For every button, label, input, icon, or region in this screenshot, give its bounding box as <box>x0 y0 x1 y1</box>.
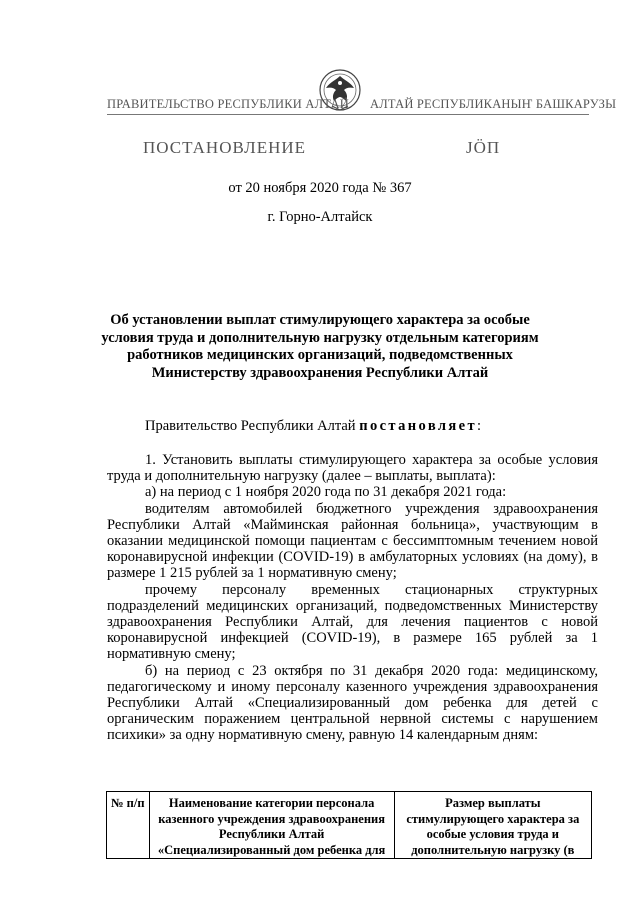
paragraph: прочему персоналу временных стационарных структурных подразделений медицинских организаций, подведомственных Министерству здравоохранения Республики Алтай, для лечения пациентов с новой коронавирусной инфекцией (COVID-19), в размере 165 рублей за 1 нормативную смену; <box>107 581 598 663</box>
paragraph: б) на период с 23 октября по 31 декабря 2020 года: медицинскому, педагогическому и иному персоналу казенного учреждения здравоохранения Республики Алтай «Специализированный дом ребенка для детей с органическим поражением центральной нервной системы с нарушением психики» за одну нормативную смену, равную 14 календарным дням: <box>107 662 598 744</box>
intro-keyword: постановляет <box>359 418 477 434</box>
intro-suffix: : <box>477 418 482 434</box>
header-divider <box>107 114 589 115</box>
intro-line <box>145 418 481 435</box>
government-name-altai: АЛТАЙ РЕСПУБЛИКАНЫҤ БАШКАРУЗЫ <box>370 97 617 111</box>
paragraph: а) на период с 1 ноября 2020 года по 31 декабря 2021 года: <box>145 484 507 501</box>
table-header-amount: Размер выплаты стимулирующего характера за особые условия труда и дополнительную нагрузку (в <box>394 792 591 859</box>
government-name-russian: ПРАВИТЕЛЬСТВО РЕСПУБЛИКИ АЛТАЙ <box>107 97 349 111</box>
table-header-row <box>107 792 592 859</box>
document-type-altai: ЈӦП <box>466 138 501 157</box>
intro-prefix: Правительство Республики Алтай <box>145 418 360 434</box>
document-type-russian: ПОСТАНОВЛЕНИЕ <box>143 138 307 157</box>
document-title: Об установлении выплат стимулирующего характера за особые условия труда и дополнительную нагрузку отдельным категориям работников медицинских организаций, подведомственных Министерству здравоохранения Республики Алтай <box>101 312 539 381</box>
document-city: г. Горно-Алтайск <box>267 209 373 225</box>
paragraph: 1. Установить выплаты стимулирующего характера за особые условия труда и дополнительную нагрузку (далее – выплаты, выплата): <box>107 452 598 485</box>
paragraph: водителям автомобилей бюджетного учреждения здравоохранения Республики Алтай «Майминская районная больница», участвующим в оказании медицинской помощи пациентам с бессимптомным течением новой коронавирусной инфекции (COVID-19) в амбулаторных условиях (на дому), в размере 1 215 рублей за 1 нормативную смену; <box>107 500 598 582</box>
letterhead <box>0 0 640 157</box>
document-date-number: от 20 ноября 2020 года № 367 <box>228 180 412 196</box>
table-header-category: Наименование категории персонала казенного учреждения здравоохранения Республики Алтай «Специализированный дом ребенка для <box>149 792 394 859</box>
payments-table <box>106 791 592 859</box>
document-body <box>107 452 598 744</box>
table-header-number: № п/п <box>107 792 150 859</box>
